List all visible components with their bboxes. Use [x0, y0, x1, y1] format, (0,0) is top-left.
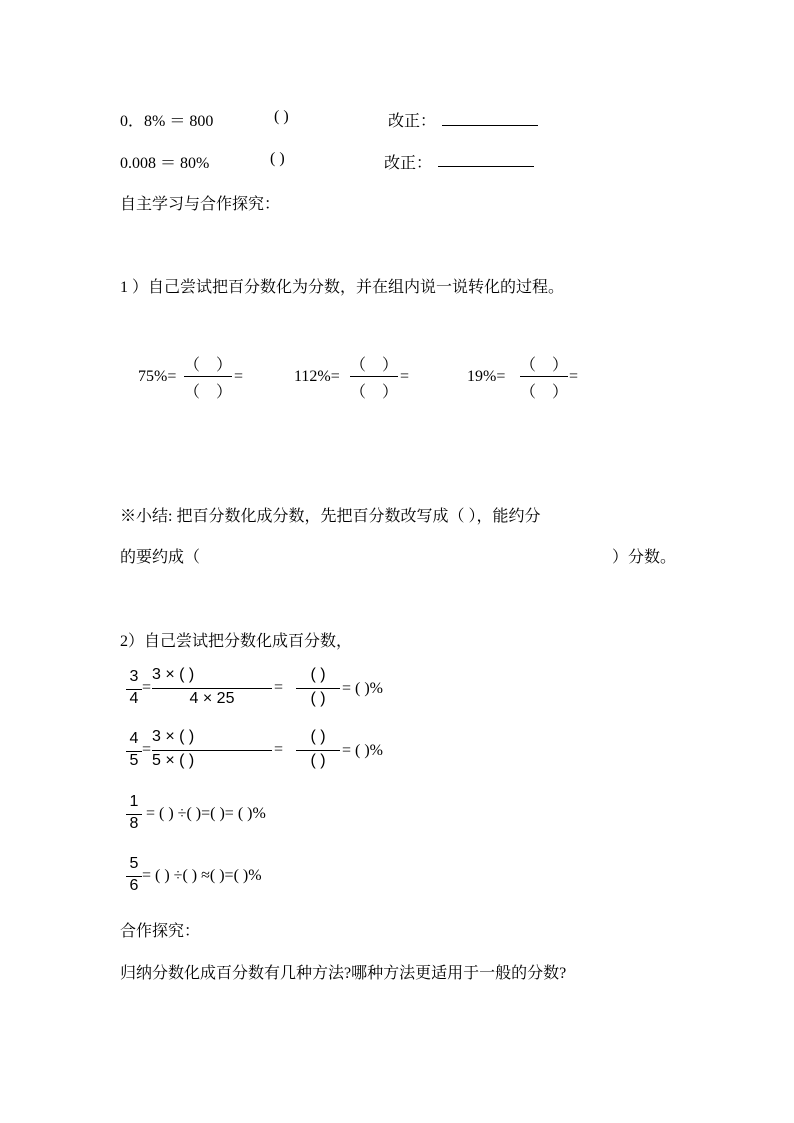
part2-title: 2）自己尝试把分数化成百分数， [120, 633, 353, 650]
fraction-denominator: 5 × ( ) [152, 752, 195, 769]
fraction-result-1 [296, 666, 340, 712]
judgement-paren-2: ( ) [270, 150, 285, 167]
fraction-numerator: ( ) [310, 728, 326, 745]
statement-expression: 0．8% ＝ 800 [120, 113, 214, 130]
percent-lead-19: 19%= [467, 368, 506, 385]
fraction-expression-1 [152, 666, 272, 712]
fraction-denominator: （ ） [350, 384, 399, 401]
fraction-denominator: 6 [129, 877, 139, 894]
coop-question: 归纳分数化成百分数有几种方法?哪种方法更适用于一般的分数? [120, 965, 567, 982]
fraction-4-5 [126, 730, 142, 774]
answer-percent-2: = ( )% [342, 742, 384, 759]
fraction-denominator: 4 [129, 690, 139, 707]
fraction-denominator: 4 × 25 [189, 690, 235, 707]
correction-blank-1[interactable] [442, 125, 538, 126]
fraction-numerator: ( ) [310, 666, 326, 683]
fraction-expression-2 [152, 728, 272, 774]
fraction-19 [520, 352, 569, 401]
fraction-75 [184, 352, 233, 401]
fraction-bar [350, 376, 398, 377]
equals-sign: = [234, 368, 244, 385]
fraction-numerator: （ ） [350, 357, 399, 374]
equals-sign: = [274, 679, 284, 696]
fraction-numerator: （ ） [520, 357, 569, 374]
fraction-numerator: 4 [129, 730, 139, 747]
fraction-bar [184, 376, 232, 377]
summary-line-2-end: ）分数。 [612, 549, 677, 566]
error-statement-1 [120, 108, 213, 131]
fraction-numerator: 3 × ( ) [152, 666, 195, 683]
fraction-bar [296, 750, 340, 751]
section-heading: 自主学习与合作探究： [120, 196, 281, 213]
coop-heading: 合作探究： [120, 923, 201, 940]
fraction-denominator: （ ） [520, 384, 569, 401]
judgement-paren-1: ( ) [274, 108, 289, 125]
equals-sign: = [400, 368, 410, 385]
error-statement-2 [120, 150, 209, 173]
fraction-denominator: 8 [129, 815, 139, 832]
fraction-numerator: （ ） [184, 357, 233, 374]
fraction-112 [350, 352, 399, 401]
fraction-bar [296, 688, 340, 689]
equals-sign: = [142, 679, 152, 696]
correction-label-1: 改正： [388, 113, 437, 130]
fraction-5-6 [126, 855, 142, 899]
correction-blank-2[interactable] [438, 166, 534, 167]
fraction-3-4 [126, 668, 142, 712]
equals-sign: = [142, 741, 152, 758]
part1-title: 1 ）自己尝试把百分数化为分数，并在组内说一说转化的过程。 [120, 279, 565, 296]
fraction-denominator: 5 [129, 752, 139, 769]
summary-line-2-start: 的要约成（ [120, 549, 201, 566]
statement-expression: 0.008 ＝ 80% [120, 155, 210, 172]
equals-sign: = [569, 368, 579, 385]
fraction-denominator: （ ） [184, 384, 233, 401]
fraction-bar [152, 750, 272, 751]
fraction-1-8 [126, 793, 142, 837]
fraction-denominator: ( ) [310, 690, 326, 707]
division-expression-2: = ( ) ÷( ) ≈( )=( )% [142, 867, 262, 884]
fraction-result-2 [296, 728, 340, 774]
fraction-bar [152, 688, 272, 689]
answer-percent-1: = ( )% [342, 680, 384, 697]
summary-line-1: ※小结: 把百分数化成分数，先把百分数改写成（ ），能约分 [120, 508, 541, 525]
fraction-numerator: 1 [129, 793, 139, 810]
fraction-bar [520, 376, 568, 377]
fraction-numerator: 5 [129, 855, 139, 872]
fraction-denominator: ( ) [310, 752, 326, 769]
percent-lead-112: 112%= [294, 368, 340, 385]
division-expression-1: = ( ) ÷( )=( )= ( )% [146, 805, 266, 822]
equals-sign: = [274, 741, 284, 758]
percent-lead-75: 75%= [138, 368, 177, 385]
fraction-numerator: 3 [129, 668, 139, 685]
fraction-numerator: 3 × ( ) [152, 728, 195, 745]
correction-label-2: 改正： [384, 155, 433, 172]
